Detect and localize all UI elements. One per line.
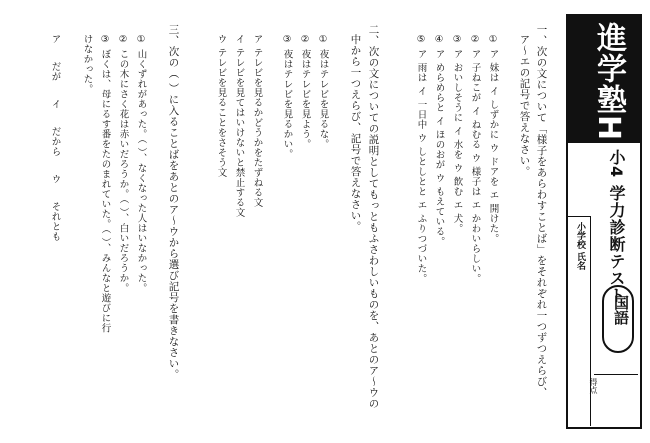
q1-item-1: ① ア 妹は イ しずかに ウ ドアを エ 開けた。: [487, 34, 499, 244]
q1-instruction-1: 一、次の文について「様子をあらわすことば」をそれぞれ一つずつえらび、: [535, 24, 548, 398]
grade-test-label: 小4 学力診断テスト: [607, 149, 626, 304]
q2-instruction-2: 中から一つえらび、記号で答えなさい。: [349, 34, 362, 232]
q3-instruction: 三、次の（ ）に入ることばをあとのア～ウから選び記号を書きなさい。: [167, 24, 180, 380]
q1-item-3: ③ ア おいしそうに イ 水を ウ 飲む エ 犬。: [451, 34, 463, 234]
q3-item-3: ③ ぼくは、母にるす番をたのまれていた。（ ）、みんなと遊びに行: [99, 34, 111, 334]
q2-choice-a: ア テレビを見るかどうかをたずねる文: [251, 34, 263, 208]
school-name-field: 小学校 氏名: [575, 222, 585, 271]
q2-instruction-1: 二、次の文についての説明としてもっともふさわしいものを、あとのア～ウの: [367, 24, 380, 409]
q3-choices: ア だが イ だから ウ それとも: [49, 34, 61, 242]
q2-sentence-2: ② 夜はテレビを見よう。: [299, 34, 311, 150]
q2-sentence-1: ① 夜はテレビを見るな。: [317, 34, 329, 150]
page-title: 進学塾H2: [591, 22, 626, 163]
q2-sentence-3: ③ 夜はテレビを見るかい。: [281, 34, 293, 160]
q1-item-5: ⑤ ア 雨は イ 一日中 ウ しとしとと エ ふりつづいた。: [415, 34, 427, 284]
q1-item-4: ④ ア めらめらと イ ほのおが ウ もえている。: [433, 34, 445, 247]
subject-badge: [602, 285, 634, 353]
q1-instruction-2: ア～エの記号で答えなさい。: [518, 34, 531, 177]
q2-choice-b: イ テレビを見てはいけないと禁止する文: [233, 34, 245, 218]
divider: [590, 216, 591, 426]
q3-item-1: ① 山くずれがあった。（ ）、なくなった人はいなかった。: [135, 34, 147, 294]
q3-item-3-continued: けなかった。: [81, 34, 93, 94]
score-box: [594, 374, 638, 428]
divider: [568, 216, 590, 217]
q3-item-2: ② この木にさく花は赤いだろうか。（ ）、白いだろうか。: [117, 34, 129, 294]
subject-label: 国語: [612, 295, 630, 325]
score-label: 得点: [589, 378, 598, 394]
q1-item-2: ② ア 子ねこが イ ねむる ウ 様子は エ かわいらしい。: [469, 34, 481, 284]
q2-choice-c: ウ テレビを見ることをさそう文: [215, 34, 227, 178]
title-block: [566, 14, 642, 429]
